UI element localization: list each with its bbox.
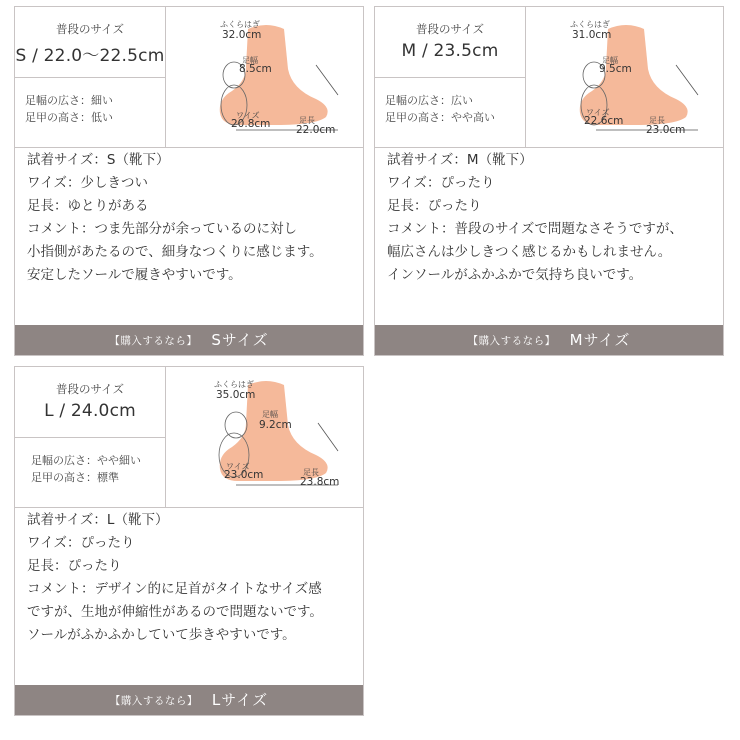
comment-line: 試着サイズ：M（靴下） [387, 152, 533, 168]
comment-line: インソールがふかふかで気持ち良いです。 [387, 267, 643, 283]
card-header [15, 367, 363, 508]
foot-shape-info [25, 92, 113, 126]
usual-size-box [15, 7, 165, 78]
length-label: 足長 [303, 468, 319, 477]
banner-size: Sサイズ [211, 331, 269, 349]
comment-line: 足長：ぴったり [27, 558, 122, 574]
comment-line: ソールがふかふかしていて歩きやすいです。 [27, 627, 296, 643]
length-label: 足長 [649, 116, 665, 125]
instep-label: 足幅 [262, 410, 278, 419]
comment-line: コメント：つま先部分が余っているのに対し [27, 221, 297, 237]
comment-line: ワイズ：ぴったり [27, 535, 135, 551]
instep-height-text: 足甲の高さ：低い [25, 111, 113, 124]
size-card-l [14, 366, 364, 716]
foot-diagram [166, 367, 363, 507]
width-value: 20.8cm [231, 118, 271, 130]
calf-label: ふくらはぎ [220, 20, 260, 29]
size-card-m [374, 6, 724, 356]
usual-size-value: M / 23.5cm [401, 41, 499, 61]
fitting-comments [27, 149, 323, 287]
comment-line: ワイズ：ぴったり [387, 175, 495, 191]
comment-line: 小指側があたるので、細身なつくりに感じます。 [27, 244, 323, 260]
usual-size-label: 普段のサイズ [415, 22, 485, 36]
instep-value: 9.2cm [259, 419, 292, 431]
foot-diagram [526, 7, 723, 147]
length-value: 22.0cm [296, 124, 336, 136]
size-info [375, 7, 526, 147]
foot-width-text: 足幅の広さ：広い [385, 94, 473, 107]
length-value: 23.0cm [646, 124, 686, 136]
instep-label: 足幅 [602, 56, 618, 65]
comment-line: 幅広さんは少しきつく感じるかもしれません。 [387, 244, 672, 260]
foot-width-text: 足幅の広さ：細い [25, 94, 113, 107]
banner-prefix: 【購入するなら】 [109, 695, 198, 707]
foot-diagram [166, 7, 363, 147]
comment-line: 試着サイズ：L（靴下） [27, 512, 169, 528]
comment-line: ですが、生地が伸縮性があるので問題ないです。 [27, 604, 323, 620]
calf-label: ふくらはぎ [570, 20, 610, 29]
instep-height-text: 足甲の高さ：やや高い [385, 111, 495, 124]
usual-size-box [375, 7, 525, 78]
calf-label: ふくらはぎ [214, 380, 254, 389]
calf-value: 35.0cm [216, 389, 256, 401]
length-value: 23.8cm [300, 476, 340, 488]
instep-value: 8.5cm [239, 63, 272, 75]
banner-prefix: 【購入するなら】 [109, 335, 198, 347]
calf-value: 32.0cm [222, 29, 262, 41]
width-label: ワイズ [586, 108, 610, 117]
recommended-size-banner [15, 685, 363, 715]
card-header [15, 7, 363, 148]
usual-size-box [15, 367, 165, 438]
usual-size-label: 普段のサイズ [55, 22, 125, 36]
banner-size: Lサイズ [211, 691, 269, 709]
recommended-size-banner [15, 325, 363, 355]
banner-prefix: 【購入するなら】 [467, 335, 556, 347]
width-value: 22.6cm [584, 115, 624, 127]
comment-line: 足長：ぴったり [387, 198, 482, 214]
size-card-s [14, 6, 364, 356]
fitting-comments [27, 509, 323, 647]
comment-line: 試着サイズ：S（靴下） [27, 152, 170, 168]
comment-line: 安定したソールで履きやすいです。 [27, 267, 242, 283]
card-header [375, 7, 723, 148]
width-label: ワイズ [226, 462, 250, 471]
recommended-size-banner [375, 325, 723, 355]
usual-size-value: L / 24.0cm [44, 401, 136, 421]
comment-line: 足長：ゆとりがある [27, 198, 149, 214]
instep-height-text: 足甲の高さ：標準 [31, 471, 119, 484]
banner-size: Mサイズ [569, 331, 631, 349]
usual-size-label: 普段のサイズ [55, 382, 125, 396]
width-value: 23.0cm [224, 469, 264, 481]
calf-value: 31.0cm [572, 29, 612, 41]
comment-line: コメント：普段のサイズで問題なさそうですが、 [387, 221, 683, 237]
comment-line: コメント：デザイン的に足首がタイトなサイズ感 [27, 581, 322, 597]
fitting-comments [387, 149, 683, 287]
size-info [15, 367, 166, 507]
foot-illustration-icon [526, 7, 723, 147]
width-label: ワイズ [236, 111, 260, 120]
usual-size-value: S / 22.0〜22.5cm [15, 46, 165, 66]
foot-shape-info [31, 452, 141, 486]
length-label: 足長 [299, 116, 315, 125]
foot-shape-info [385, 92, 495, 126]
size-info [15, 7, 166, 147]
foot-width-text: 足幅の広さ：やや細い [31, 454, 141, 467]
comment-line: ワイズ：少しきつい [27, 175, 148, 191]
instep-label: 足幅 [242, 56, 258, 65]
instep-value: 9.5cm [599, 63, 632, 75]
